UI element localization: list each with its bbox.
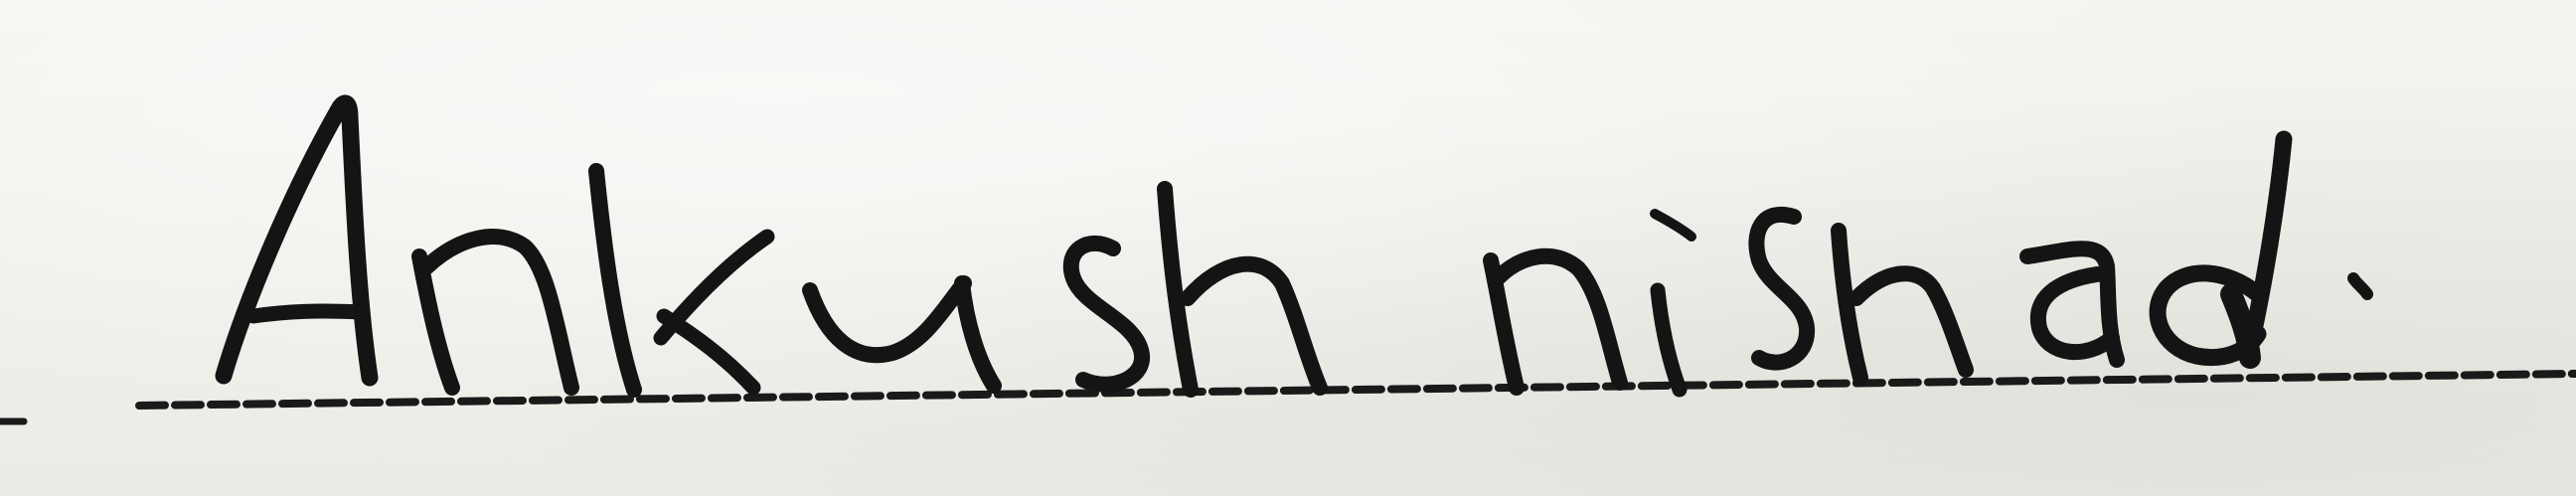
letter-a — [2027, 248, 2117, 360]
letter-s2 — [1756, 215, 1807, 363]
letter-n2 — [1491, 256, 1620, 388]
letter-h2 — [1839, 231, 1966, 378]
letter-s — [1071, 244, 1142, 385]
letter-h — [1165, 189, 1320, 390]
letter-i — [1658, 290, 1680, 390]
letter-n — [419, 237, 571, 388]
letter-u — [810, 283, 994, 386]
letter-k — [596, 171, 634, 390]
letter-A — [224, 103, 370, 378]
signature-strokes — [224, 103, 2367, 390]
signature-baseline — [0, 374, 2576, 421]
letter-d — [2158, 139, 2284, 358]
trailing-dot — [2353, 278, 2367, 294]
